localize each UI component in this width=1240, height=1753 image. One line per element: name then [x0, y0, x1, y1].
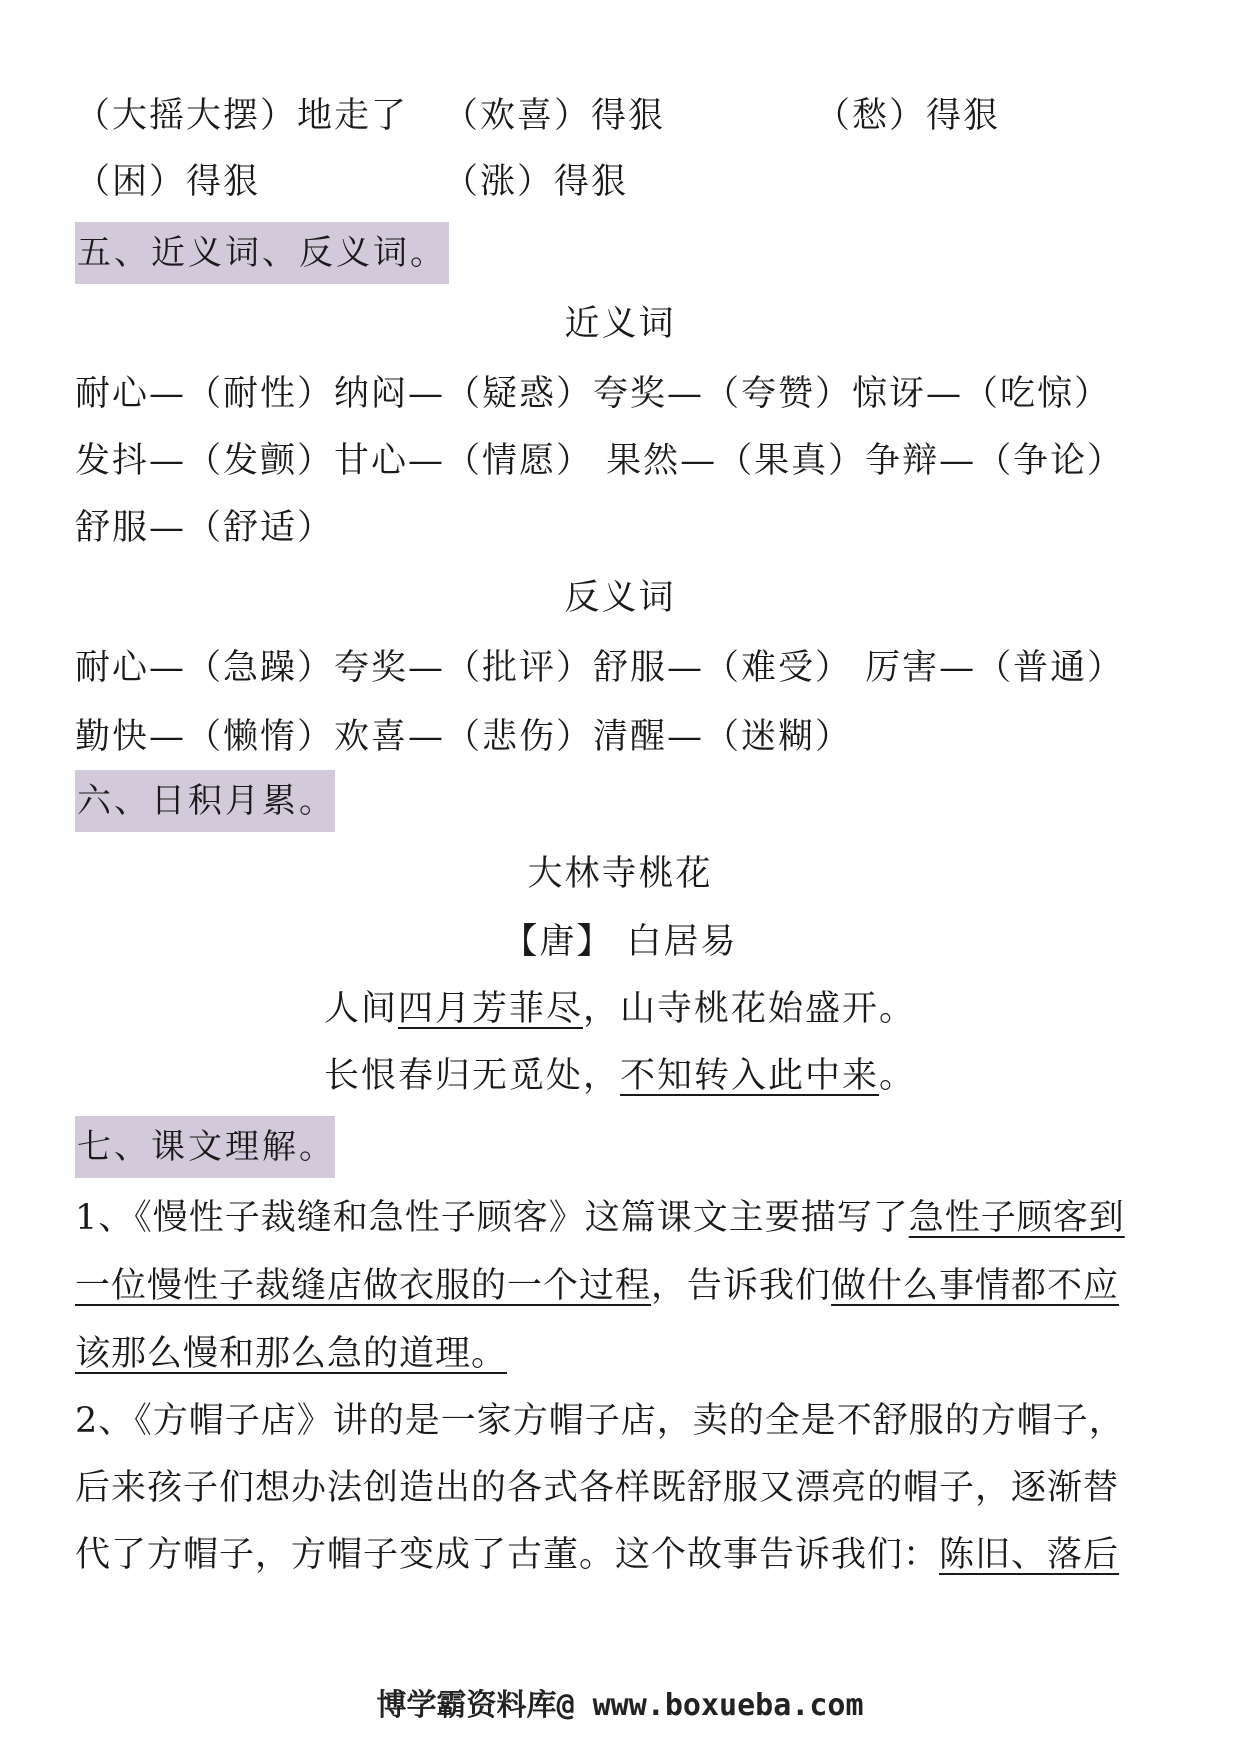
- item1-line-3: [75, 1330, 1165, 1378]
- watermark-footer: 博学霸资料库@ www.boxueba.com: [376, 1688, 864, 1723]
- antonyms-line: 勤快—（懒惰）欢喜—（悲伤）清醒—（迷糊）: [75, 717, 853, 757]
- underlined-text: 该那么慢和那么急的道理。: [75, 1334, 508, 1374]
- item2-line-1: 2、《方帽子店》讲的是一家方帽子店，卖的全是不舒服的方帽子，: [75, 1401, 1125, 1441]
- underlined-text: 陈旧、落后: [939, 1535, 1120, 1575]
- underlined-text: 做什么事情都不应: [831, 1266, 1120, 1306]
- section-heading-7: 七、课文理解。: [75, 1116, 335, 1178]
- phrase: （涨）得狠: [443, 162, 629, 202]
- poem-line-2: 长恨春归无觅处，不知转入此中来。: [323, 1056, 917, 1096]
- synonyms-line: 舒服—（舒适）: [75, 508, 335, 548]
- antonyms-line: 耐心—（急躁）夸奖—（批评）舒服—（难受） 厉害—（普通）: [75, 648, 1125, 688]
- antonyms-title: 反义词: [564, 578, 676, 618]
- item2-line-2: 后来孩子们想办法创造出的各式各样既舒服又漂亮的帽子，逐渐替: [75, 1468, 1120, 1508]
- poem-title: 大林寺桃花: [527, 854, 713, 894]
- underlined-text: 四月芳菲尽: [397, 989, 583, 1029]
- synonyms-line: 耐心—（耐性）纳闷—（疑惑）夸奖—（夸赞）惊讶—（吃惊）: [75, 374, 1112, 414]
- poem-author: 【唐】 白居易: [502, 922, 738, 962]
- synonyms-line: 发抖—（发颤）甘心—（情愿） 果然—（果真）争辩—（争论）: [75, 441, 1125, 481]
- poem-line-1: 人间四月芳菲尽，山寺桃花始盛开。: [323, 989, 917, 1029]
- underlined-text: 急性子顾客到: [908, 1198, 1125, 1238]
- phrase: （大摇大摆）地走了: [75, 96, 409, 136]
- item2-line-3: 代了方帽子，方帽子变成了古董。这个故事告诉我们：陈旧、落后: [75, 1535, 1120, 1575]
- phrase: （困）得狠: [75, 162, 261, 202]
- phrase: （愁）得狠: [815, 96, 1001, 136]
- underlined-text: 一位慢性子裁缝店做衣服的一个过程: [75, 1266, 652, 1306]
- synonyms-title: 近义词: [564, 304, 676, 344]
- item1-line-1: 1、《慢性子裁缝和急性子顾客》这篇课文主要描写了急性子顾客到: [75, 1198, 1125, 1238]
- phrase: （欢喜）得狠: [443, 96, 666, 136]
- section-heading-6: 六、日积月累。: [75, 770, 335, 832]
- underlined-text: 不知转入此中来: [619, 1056, 879, 1096]
- item1-line-2: 一位慢性子裁缝店做衣服的一个过程，告诉我们做什么事情都不应: [75, 1266, 1120, 1306]
- section-heading-5: 五、近义词、反义词。: [75, 222, 449, 284]
